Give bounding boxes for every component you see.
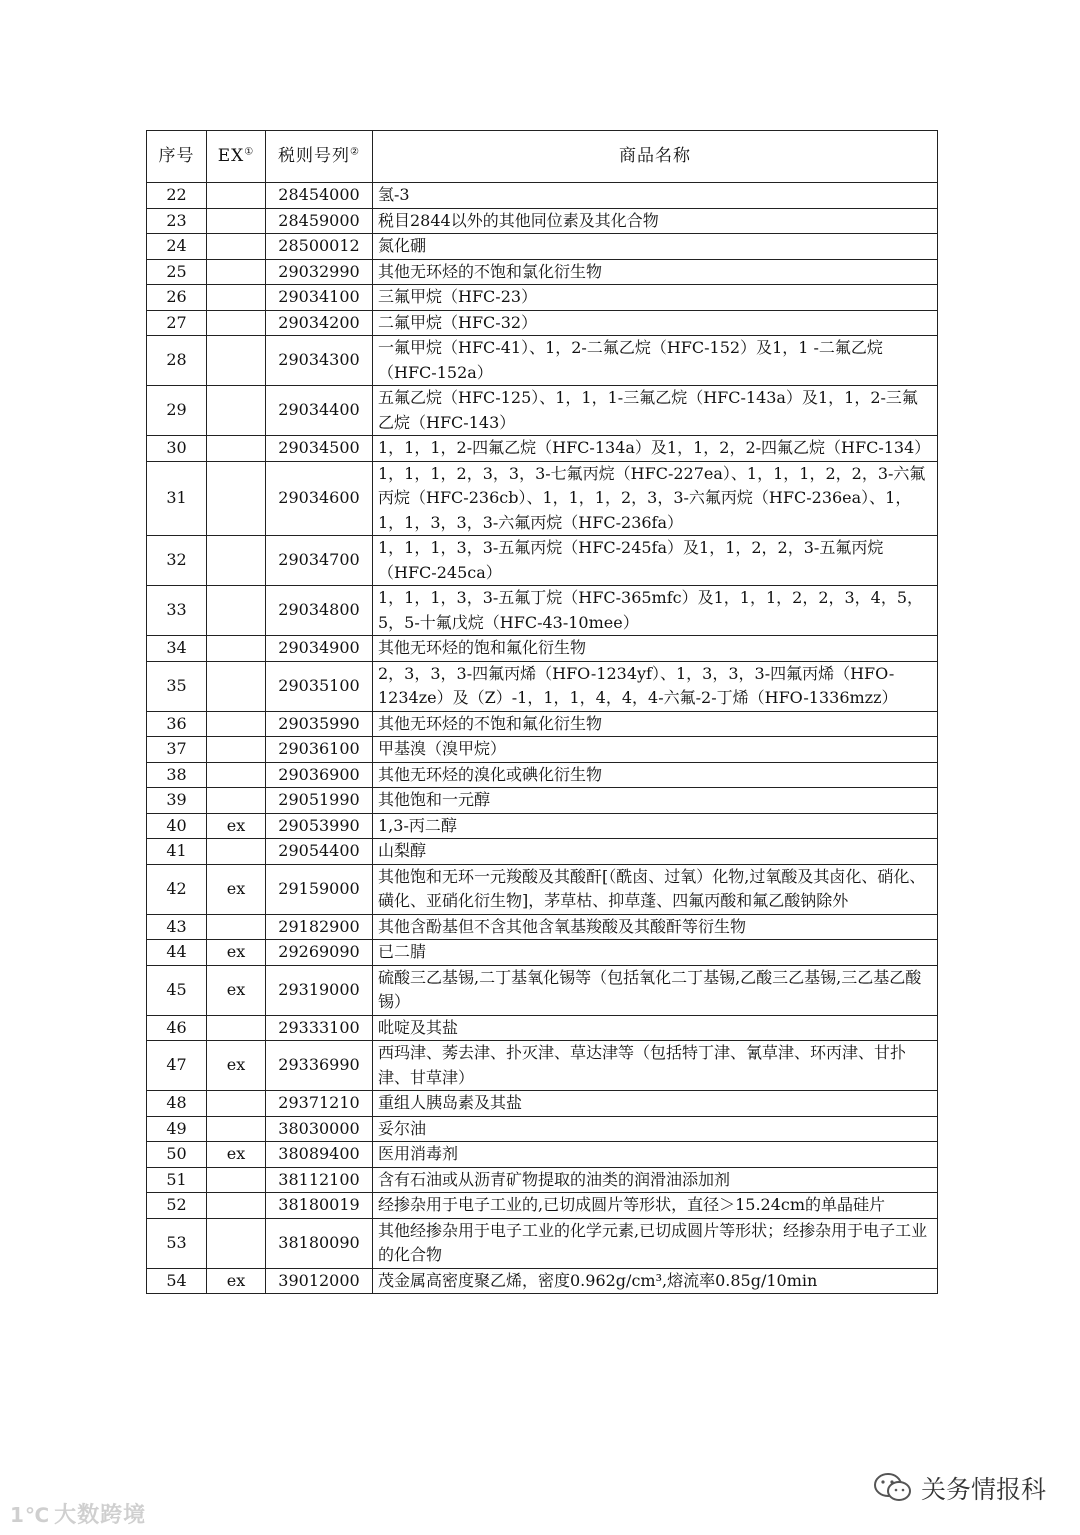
row-seq: 31 [147,461,207,536]
row-seq: 30 [147,436,207,462]
table-row [147,259,938,285]
row-seq: 54 [147,1268,207,1294]
row-seq: 38 [147,762,207,788]
row-code: 29035100 [266,661,373,711]
row-code: 38089400 [266,1142,373,1168]
row-seq: 46 [147,1015,207,1041]
row-ex [207,208,266,234]
table-row [147,536,938,586]
watermark-left [10,1498,146,1529]
row-ex [207,737,266,763]
row-ex [207,914,266,940]
row-name: 医用消毒剂 [373,1142,938,1168]
row-name: 吡啶及其盐 [373,1015,938,1041]
row-seq: 28 [147,336,207,386]
table-row [147,336,938,386]
row-name: 其他无环烃的饱和氟化衍生物 [373,636,938,662]
row-ex [207,461,266,536]
row-ex: ex [207,1268,266,1294]
header-ex: EX① [207,131,266,183]
row-ex [207,586,266,636]
row-code: 29034800 [266,586,373,636]
table-row [147,914,938,940]
table-row [147,1193,938,1219]
row-name: 其他无环烃的不饱和氯化衍生物 [373,259,938,285]
row-code: 29036900 [266,762,373,788]
row-code: 29269090 [266,940,373,966]
row-ex: ex [207,965,266,1015]
row-ex [207,285,266,311]
table-row [147,461,938,536]
row-name: 1，1，1，3，3-五氟丙烷（HFC-245fa）及1，1，2，2，3-五氟丙烷（HFC-245ca） [373,536,938,586]
row-code: 29051990 [266,788,373,814]
row-code: 38030000 [266,1116,373,1142]
table-row [147,1116,938,1142]
row-code: 29034700 [266,536,373,586]
row-seq: 26 [147,285,207,311]
row-code: 28454000 [266,183,373,209]
row-code: 29034400 [266,386,373,436]
row-name: 茂金属高密度聚乙烯，密度0.962g/cm³,熔流率0.85g/10min [373,1268,938,1294]
row-ex [207,1091,266,1117]
table-row [147,436,938,462]
row-code: 29371210 [266,1091,373,1117]
row-name: 含有石油或从沥青矿物提取的油类的润滑油添加剂 [373,1167,938,1193]
row-ex: ex [207,813,266,839]
row-name: 西玛津、莠去津、扑灭津、草达津等（包括特丁津、氰草津、环丙津、甘扑津、甘草津） [373,1041,938,1091]
row-code: 28459000 [266,208,373,234]
row-seq: 40 [147,813,207,839]
row-code: 29032990 [266,259,373,285]
row-seq: 44 [147,940,207,966]
table-row [147,1041,938,1091]
table-row [147,310,938,336]
row-name: 其他经掺杂用于电子工业的化学元素,已切成圆片等形状；经掺杂用于电子工业的化合物 [373,1218,938,1268]
table-row [147,386,938,436]
row-name: 其他无环烃的不饱和氟化衍生物 [373,711,938,737]
table-row [147,1091,938,1117]
table-row [147,234,938,260]
row-name: 1,3-丙二醇 [373,813,938,839]
row-code: 29319000 [266,965,373,1015]
row-name: 三氟甲烷（HFC-23） [373,285,938,311]
row-name: 甲基溴（溴甲烷） [373,737,938,763]
row-seq: 45 [147,965,207,1015]
row-ex [207,386,266,436]
watermark-left-text: 大数跨境 [54,1503,147,1528]
row-code: 29034500 [266,436,373,462]
table-header-row [147,131,938,183]
table-row [147,661,938,711]
row-name: 1，1，1，3，3-五氟丁烷（HFC-365mfc）及1，1，1，2，2，3，4，5，5，5-十氟戊烷（HFC-43-10mee） [373,586,938,636]
row-ex [207,310,266,336]
header-name: 商品名称 [373,131,938,183]
row-code: 29333100 [266,1015,373,1041]
row-name: 1，1，1，2，3，3，3-七氟丙烷（HFC-227ea）、1，1，1，2，2，3-六氟丙烷（HFC-236cb）、1，1，1，2，3，3-六氟丙烷（HFC-236ea）、1，1，1，3，3，3-六氟丙烷（HFC-236fa） [373,461,938,536]
row-ex [207,234,266,260]
row-seq: 50 [147,1142,207,1168]
row-ex [207,1116,266,1142]
row-seq: 39 [147,788,207,814]
row-seq: 51 [147,1167,207,1193]
table-row [147,762,938,788]
row-seq: 22 [147,183,207,209]
table-row [147,208,938,234]
row-ex [207,839,266,865]
row-ex [207,1167,266,1193]
row-ex [207,788,266,814]
table-row [147,1142,938,1168]
row-code: 39012000 [266,1268,373,1294]
row-name: 其他饱和无环一元羧酸及其酸酐[（酰卤、过氧）化物,过氧酸及其卤化、硝化、磺化、亚硝化衍生物]，茅草枯、抑草蓬、四氟丙酸和氟乙酸钠除外 [373,864,938,914]
row-ex: ex [207,864,266,914]
row-code: 29035990 [266,711,373,737]
table-row [147,965,938,1015]
row-name: 二氟甲烷（HFC-32） [373,310,938,336]
table-row [147,285,938,311]
row-seq: 32 [147,536,207,586]
row-ex [207,336,266,386]
row-seq: 35 [147,661,207,711]
row-name: 1，1，1，2-四氟乙烷（HFC-134a）及1，1，2，2-四氟乙烷（HFC-134） [373,436,938,462]
row-name: 已二腈 [373,940,938,966]
row-seq: 27 [147,310,207,336]
row-ex [207,436,266,462]
row-seq: 52 [147,1193,207,1219]
row-ex [207,183,266,209]
watermark-right-text: 关务情报科 [920,1475,1046,1504]
row-seq: 41 [147,839,207,865]
row-ex [207,711,266,737]
row-code: 38180019 [266,1193,373,1219]
row-name: 妥尔油 [373,1116,938,1142]
watermark-right [873,1470,1046,1506]
table-row [147,788,938,814]
row-ex [207,1015,266,1041]
row-ex [207,636,266,662]
row-code: 29034200 [266,310,373,336]
table-row [147,839,938,865]
header-code: 税则号列② [266,131,373,183]
row-ex [207,1193,266,1219]
row-code: 29034600 [266,461,373,536]
row-code: 38112100 [266,1167,373,1193]
row-seq: 34 [147,636,207,662]
row-code: 29159000 [266,864,373,914]
row-seq: 23 [147,208,207,234]
row-code: 38180090 [266,1218,373,1268]
row-ex [207,536,266,586]
row-ex [207,259,266,285]
wechat-icon [873,1471,913,1505]
row-code: 28500012 [266,234,373,260]
table-row [147,1218,938,1268]
row-name: 硫酸三乙基锡,二丁基氧化锡等（包括氧化二丁基锡,乙酸三乙基锡,三乙基乙酸锡） [373,965,938,1015]
row-seq: 42 [147,864,207,914]
table-row [147,940,938,966]
row-ex [207,762,266,788]
row-code: 29034100 [266,285,373,311]
row-name: 一氟甲烷（HFC-41）、1，2-二氟乙烷（HFC-152）及1，1 -二氟乙烷（HFC-152a） [373,336,938,386]
row-code: 29034300 [266,336,373,386]
row-name: 山梨醇 [373,839,938,865]
row-seq: 53 [147,1218,207,1268]
table-row [147,1167,938,1193]
row-seq: 47 [147,1041,207,1091]
row-seq: 37 [147,737,207,763]
table-row [147,864,938,914]
tariff-table [146,130,938,1294]
row-name: 氢-3 [373,183,938,209]
row-ex: ex [207,1142,266,1168]
row-code: 29182900 [266,914,373,940]
row-ex: ex [207,1041,266,1091]
row-name: 税目2844以外的其他同位素及其化合物 [373,208,938,234]
brand-logo: 1℃ [10,1503,51,1527]
table-row [147,711,938,737]
table-row [147,813,938,839]
table-row [147,737,938,763]
table-row [147,1015,938,1041]
row-code: 29034900 [266,636,373,662]
row-seq: 29 [147,386,207,436]
row-name: 其他含酚基但不含其他含氧基羧酸及其酸酐等衍生物 [373,914,938,940]
table-row [147,183,938,209]
row-ex [207,661,266,711]
table-body [147,183,938,1294]
header-seq: 序号 [147,131,207,183]
row-seq: 43 [147,914,207,940]
table-row [147,586,938,636]
row-seq: 33 [147,586,207,636]
row-name: 五氟乙烷（HFC-125）、1，1，1-三氟乙烷（HFC-143a）及1，1，2-三氟乙烷（HFC-143） [373,386,938,436]
table-row [147,636,938,662]
table-row [147,1268,938,1294]
row-seq: 48 [147,1091,207,1117]
row-ex [207,1218,266,1268]
row-seq: 49 [147,1116,207,1142]
row-seq: 25 [147,259,207,285]
row-name: 重组人胰岛素及其盐 [373,1091,938,1117]
row-code: 29036100 [266,737,373,763]
row-code: 29054400 [266,839,373,865]
row-name: 2，3，3，3-四氟丙烯（HFO-1234yf）、1，3，3，3-四氟丙烯（HFO-1234ze）及（Z）-1，1，1，4，4，4-六氟-2-丁烯（HFO-1336mzz） [373,661,938,711]
row-code: 29053990 [266,813,373,839]
row-name: 其他饱和一元醇 [373,788,938,814]
row-name: 经掺杂用于电子工业的,已切成圆片等形状，直径＞15.24cm的单晶硅片 [373,1193,938,1219]
row-code: 29336990 [266,1041,373,1091]
row-name: 其他无环烃的溴化或碘化衍生物 [373,762,938,788]
row-seq: 24 [147,234,207,260]
row-ex: ex [207,940,266,966]
row-name: 氮化硼 [373,234,938,260]
row-seq: 36 [147,711,207,737]
